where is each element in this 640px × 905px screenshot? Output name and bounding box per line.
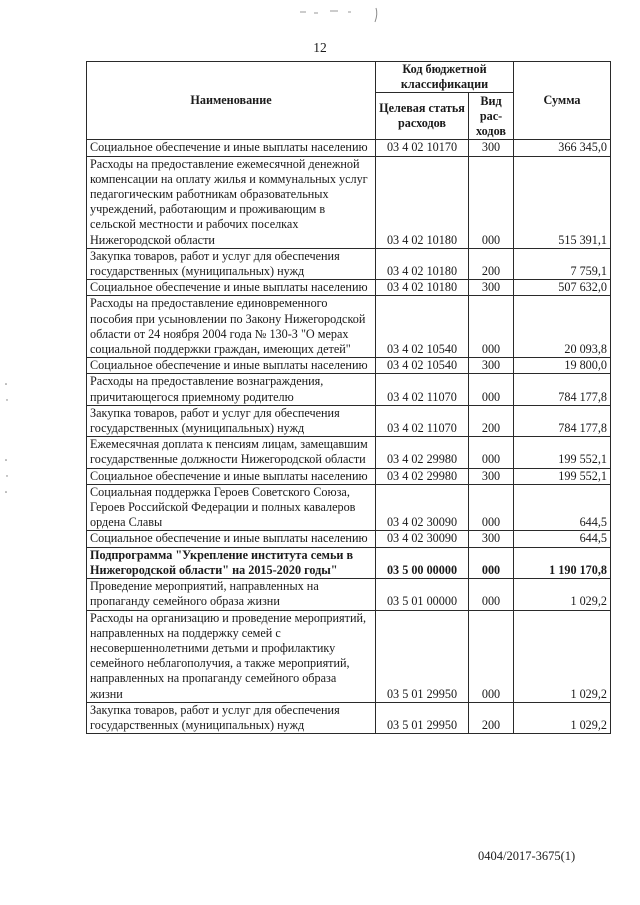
row-name: Закупка товаров, работ и услуг для обеспечения государственных (муниципальных) нужд xyxy=(87,248,376,279)
row-target-article: 03 5 01 29950 xyxy=(376,610,469,702)
row-target-article: 03 5 01 29950 xyxy=(376,702,469,733)
row-name: Социальное обеспечение и иные выплаты населению xyxy=(87,358,376,374)
table-row xyxy=(87,547,611,578)
row-expense-type: 000 xyxy=(469,610,514,702)
table-row xyxy=(87,296,611,358)
row-expense-type: 300 xyxy=(469,531,514,547)
table-row xyxy=(87,468,611,484)
row-name: Проведение мероприятий, направленных на пропаганду семейного образа жизни xyxy=(87,579,376,610)
row-target-article: 03 4 02 11070 xyxy=(376,374,469,405)
row-sum: 199 552,1 xyxy=(514,437,611,468)
scan-artifact-marks xyxy=(290,4,410,24)
row-name: Социальное обеспечение и иные выплаты населению xyxy=(87,531,376,547)
row-target-article: 03 4 02 30090 xyxy=(376,531,469,547)
table-row xyxy=(87,156,611,248)
row-sum: 515 391,1 xyxy=(514,156,611,248)
row-name: Расходы на предоставление ежемесячной денежной компенсации на оплату жилья и коммунальных услуг педагогическим работникам образовательных учреждений, работающим и проживающим в сельской местности и рабочих поселках Нижегородской области xyxy=(87,156,376,248)
row-expense-type: 000 xyxy=(469,374,514,405)
document-code: 0404/2017-3675(1) xyxy=(478,849,576,863)
row-sum: 784 177,8 xyxy=(514,374,611,405)
row-target-article: 03 4 02 29980 xyxy=(376,437,469,468)
row-sum: 366 345,0 xyxy=(514,140,611,156)
row-name: Расходы на предоставление вознаграждения, причитающегося приемному родителю xyxy=(87,374,376,405)
row-target-article: 03 5 01 00000 xyxy=(376,579,469,610)
row-target-article: 03 4 02 10180 xyxy=(376,156,469,248)
row-expense-type: 000 xyxy=(469,579,514,610)
row-name: Расходы на организацию и проведение мероприятий, направленных на поддержку семей с несовершеннолетними детьми и профилактику семейного неблагополучия, а также мероприятий, направленных на пропаганду семейного образа жизни xyxy=(87,610,376,702)
table-row xyxy=(87,374,611,405)
table-body xyxy=(87,140,611,734)
row-target-article: 03 4 02 10540 xyxy=(376,296,469,358)
row-expense-type: 200 xyxy=(469,405,514,436)
table-row xyxy=(87,531,611,547)
row-name: Социальное обеспечение и иные выплаты населению xyxy=(87,468,376,484)
table-row xyxy=(87,484,611,531)
table-row xyxy=(87,437,611,468)
row-sum: 199 552,1 xyxy=(514,468,611,484)
row-sum: 7 759,1 xyxy=(514,248,611,279)
row-expense-type: 200 xyxy=(469,248,514,279)
header-name: Наименование xyxy=(87,62,376,140)
row-sum: 1 029,2 xyxy=(514,610,611,702)
row-name: Закупка товаров, работ и услуг для обеспечения государственных (муниципальных) нужд xyxy=(87,405,376,436)
scan-margin-marks xyxy=(2,380,12,520)
row-target-article: 03 4 02 10180 xyxy=(376,280,469,296)
row-expense-type: 300 xyxy=(469,468,514,484)
table-header xyxy=(87,62,611,140)
row-sum: 1 029,2 xyxy=(514,579,611,610)
row-target-article: 03 4 02 11070 xyxy=(376,405,469,436)
row-sum: 784 177,8 xyxy=(514,405,611,436)
row-expense-type: 200 xyxy=(469,702,514,733)
row-target-article: 03 4 02 10180 xyxy=(376,248,469,279)
row-expense-type: 300 xyxy=(469,280,514,296)
table-row xyxy=(87,405,611,436)
row-sum: 20 093,8 xyxy=(514,296,611,358)
row-target-article: 03 4 02 29980 xyxy=(376,468,469,484)
row-name: Социальное обеспечение и иные выплаты населению xyxy=(87,140,376,156)
header-target-article: Целевая статья расходов xyxy=(376,93,469,140)
table-row xyxy=(87,358,611,374)
row-sum: 644,5 xyxy=(514,531,611,547)
header-code-group: Код бюджетной классификации xyxy=(376,62,514,93)
row-expense-type: 000 xyxy=(469,156,514,248)
row-name: Расходы на предоставление единовременного пособия при усыновлении по Закону Нижегородской области от 24 ноября 2004 года № 130-З "О мерах социальной поддержки граждан, имеющих детей" xyxy=(87,296,376,358)
row-expense-type: 000 xyxy=(469,547,514,578)
row-sum: 507 632,0 xyxy=(514,280,611,296)
table-row xyxy=(87,140,611,156)
row-sum: 644,5 xyxy=(514,484,611,531)
row-target-article: 03 4 02 10540 xyxy=(376,358,469,374)
header-sum: Сумма xyxy=(514,62,611,140)
row-expense-type: 000 xyxy=(469,437,514,468)
row-sum: 1 029,2 xyxy=(514,702,611,733)
budget-table xyxy=(86,61,611,734)
row-name: Закупка товаров, работ и услуг для обеспечения государственных (муниципальных) нужд xyxy=(87,702,376,733)
row-expense-type: 000 xyxy=(469,484,514,531)
table-row xyxy=(87,280,611,296)
table-row xyxy=(87,610,611,702)
row-name: Ежемесячная доплата к пенсиям лицам, замещавшим государственные должности Нижегородской области xyxy=(87,437,376,468)
row-target-article: 03 4 02 30090 xyxy=(376,484,469,531)
table-row xyxy=(87,579,611,610)
row-target-article: 03 5 00 00000 xyxy=(376,547,469,578)
row-name: Подпрограмма "Укрепление института семьи в Нижегородской области" на 2015-2020 годы" xyxy=(87,547,376,578)
row-target-article: 03 4 02 10170 xyxy=(376,140,469,156)
row-name: Социальная поддержка Героев Советского Союза, Героев Российской Федерации и полных кавалеров ордена Славы xyxy=(87,484,376,531)
table-row xyxy=(87,248,611,279)
row-expense-type: 000 xyxy=(469,296,514,358)
row-expense-type: 300 xyxy=(469,140,514,156)
row-sum: 19 800,0 xyxy=(514,358,611,374)
page-number: 12 xyxy=(313,40,327,55)
row-expense-type: 300 xyxy=(469,358,514,374)
table-row xyxy=(87,702,611,733)
row-name: Социальное обеспечение и иные выплаты населению xyxy=(87,280,376,296)
header-expense-type: Вид рас-ходов xyxy=(469,93,514,140)
row-sum: 1 190 170,8 xyxy=(514,547,611,578)
